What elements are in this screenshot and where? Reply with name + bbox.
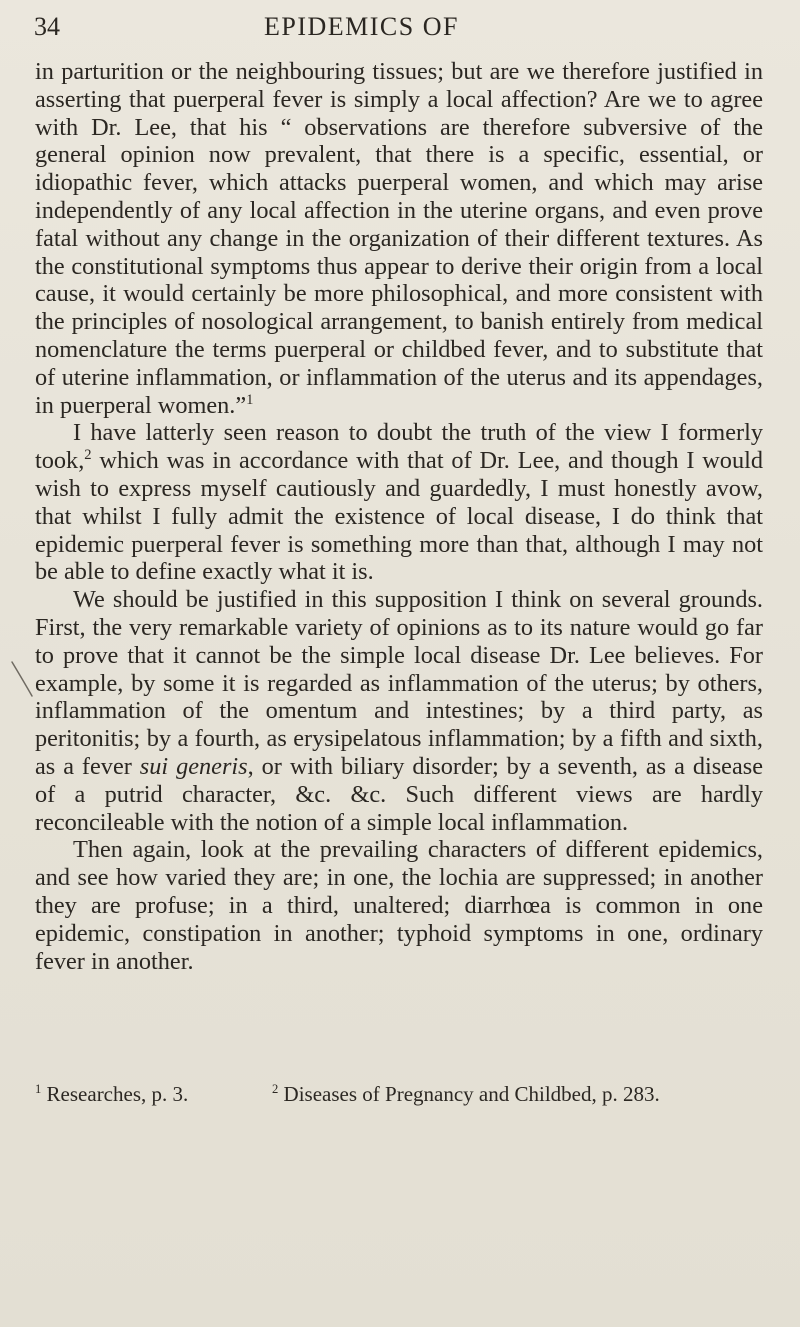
footnote-1-text: Researches, p. 3. — [41, 1082, 189, 1106]
paragraph-3-italic: sui generis — [139, 752, 248, 780]
paragraph-4-text: Then again, look at the prevailing characters of different epidemics, and see how varied they are; in one, the lochia are suppressed; in another they are profuse; in a third, unaltered; diarrhœa is common in one epidemic, constipation in another; typhoid symptoms in one, ordinary fever in another. — [35, 836, 763, 975]
paragraph-3-text-b: , or with biliary disorder; by a seventh, as a disease of a putrid character, &c. &c. Such different views are hardly reconcileable with the notion of a simple local inflammation. — [35, 752, 763, 836]
footnote-ref-1: 1 — [246, 391, 254, 408]
body-text — [35, 58, 763, 975]
paragraph-2-text-a: I have latterly seen reason to doubt the truth of the view I formerly took, — [35, 419, 763, 475]
footnote-1-mark: 1 — [35, 1082, 42, 1096]
paragraph-2 — [35, 419, 763, 586]
page-number: 34 — [34, 12, 60, 41]
paragraph-1-text: in parturition or the neighbouring tissues; but are we therefore justified in asserting that puerperal fever is simply a local affection? Are we to agree with Dr. Lee, that his “ observations are therefore subversive of the general opinion now prevalent, that there is a specific, essential, or idiopathic fever, which attacks puerperal women, and which may arise independently of any local affection in the uterine organs, and even prove fatal without any change in the organization of their different textures. As the constitutional symptoms thus appear to derive their origin from a local cause, it would certainly be more philosophical, and more consistent with the principles of nosological arrangement, to banish entirely from medical nomenclature the terms puerperal or childbed fever, and to substitute that of uterine inflammation, or inflammation of the uterus and its appendages, in puerperal women.” — [35, 58, 763, 419]
footnote-ref-2: 2 — [84, 447, 92, 464]
page-header — [34, 10, 766, 44]
footnote-2 — [272, 1081, 660, 1107]
paragraph-4 — [35, 836, 763, 975]
footnote-2-mark: 2 — [272, 1082, 279, 1096]
footnotes — [35, 1081, 763, 1107]
paragraph-2-text-b: which was in accordance with that of Dr. Lee, and though I would wish to express myself cautiously and guardedly, I must honestly avow, that whilst I fully admit the existence of local disease, I do think that epidemic puerperal fever is something more than that, although I may not be able to define exactly what it is. — [35, 447, 763, 586]
margin-pencil-mark — [8, 660, 36, 700]
footnote-1 — [35, 1081, 188, 1107]
running-head: EPIDEMICS OF — [264, 12, 459, 41]
paragraph-1 — [35, 58, 763, 419]
paragraph-3 — [35, 586, 763, 836]
paragraph-3-text-a: We should be justified in this supposition I think on several grounds. First, the very remarkable variety of opinions as to its nature would go far to prove that it cannot be the simple local disease Dr. Lee believes. For example, by some it is regarded as inflammation of the uterus; by others, inflammation of the omentum and intestines; by a third party, as peritonitis; by a fourth, as erysipelatous inflammation; by a fifth and sixth, as a fever — [35, 586, 763, 780]
footnote-2-text: Diseases of Pregnancy and Childbed, p. 283. — [278, 1082, 660, 1106]
